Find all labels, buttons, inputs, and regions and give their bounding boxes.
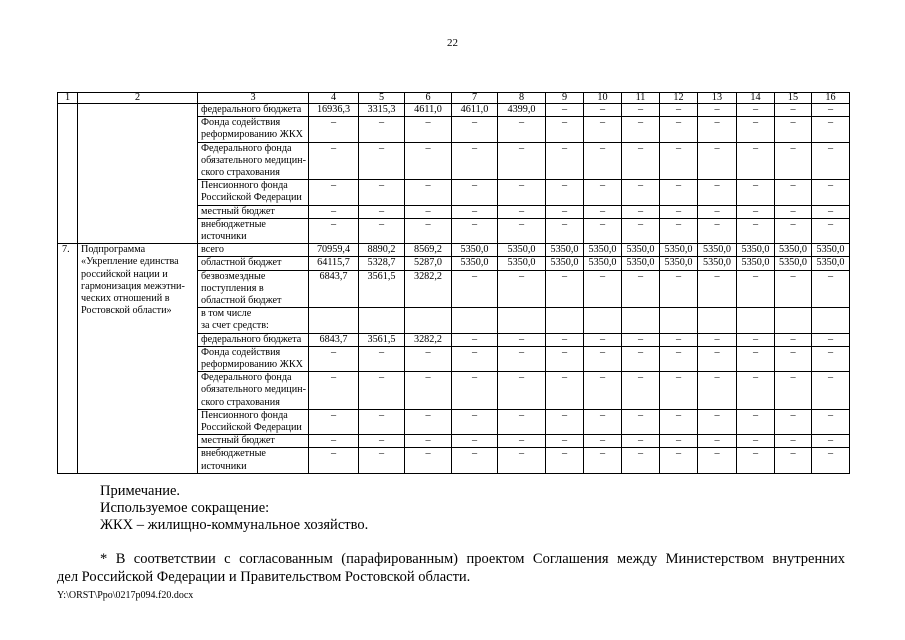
value-cell: – [498, 346, 546, 371]
value-cell: – [498, 180, 546, 205]
value-cell [622, 308, 660, 333]
abbreviation-item: ЖКХ – жилищно-коммунальное хозяйство. [100, 517, 369, 533]
value-cell: – [584, 104, 622, 117]
value-cell: – [698, 435, 737, 448]
value-cell: – [660, 180, 698, 205]
value-cell: – [309, 372, 359, 410]
column-number-header: 8 [498, 93, 546, 104]
value-cell: – [452, 142, 498, 180]
value-cell: – [775, 218, 812, 243]
value-cell: – [622, 270, 660, 308]
funding-source-line: Федерального фонда [201, 372, 292, 384]
value-cell: – [622, 205, 660, 218]
value-cell [405, 308, 452, 333]
funding-source-cell [198, 244, 309, 257]
value-cell: – [737, 270, 775, 308]
funding-source-cell [198, 104, 309, 117]
value-cell: 5350,0 [775, 244, 812, 257]
funding-source-line: обязательного медицин- [201, 384, 307, 396]
program-name-line: гармонизация межэтни- [81, 280, 185, 292]
value-cell: – [737, 435, 775, 448]
value-cell: – [775, 409, 812, 434]
value-cell: – [698, 409, 737, 434]
funding-source-cell [198, 409, 309, 434]
value-cell: – [584, 346, 622, 371]
value-cell: 5350,0 [546, 244, 584, 257]
funding-source-line: федерального бюджета [201, 104, 302, 115]
value-cell: – [498, 435, 546, 448]
value-cell: 5350,0 [698, 257, 737, 270]
funding-source-cell [198, 448, 309, 473]
table-row [58, 244, 850, 257]
column-number-header: 2 [78, 93, 198, 104]
funding-source-cell [198, 180, 309, 205]
value-cell: – [812, 117, 850, 142]
value-cell: – [359, 448, 405, 473]
column-number-header: 15 [775, 93, 812, 104]
value-cell: 16936,3 [309, 104, 359, 117]
value-cell: – [737, 117, 775, 142]
value-cell: 3561,5 [359, 270, 405, 308]
value-cell: – [405, 205, 452, 218]
funding-source-line: поступления в [201, 282, 264, 294]
column-number-header: 3 [198, 93, 309, 104]
value-cell: – [359, 205, 405, 218]
funding-source-cell [198, 270, 309, 308]
column-number-header: 1 [58, 93, 78, 104]
funding-source-cell [198, 205, 309, 218]
funding-source-cell [198, 435, 309, 448]
value-cell: – [660, 218, 698, 243]
column-number-header: 14 [737, 93, 775, 104]
value-cell: 5287,0 [405, 257, 452, 270]
value-cell: 5350,0 [584, 257, 622, 270]
funding-source-cell [198, 333, 309, 346]
value-cell: – [812, 180, 850, 205]
value-cell: – [452, 270, 498, 308]
value-cell: – [359, 372, 405, 410]
value-cell: – [660, 333, 698, 346]
value-cell: 8890,2 [359, 244, 405, 257]
value-cell: – [775, 180, 812, 205]
value-cell: – [812, 346, 850, 371]
value-cell: – [359, 218, 405, 243]
value-cell: – [452, 409, 498, 434]
value-cell: – [812, 333, 850, 346]
column-number-header: 7 [452, 93, 498, 104]
value-cell: – [546, 448, 584, 473]
value-cell: – [622, 104, 660, 117]
funding-source-line: реформированию ЖКХ [201, 129, 303, 141]
column-number-header: 12 [660, 93, 698, 104]
value-cell [698, 308, 737, 333]
value-cell: – [405, 218, 452, 243]
value-cell: 5350,0 [498, 244, 546, 257]
value-cell: – [660, 346, 698, 371]
value-cell [775, 308, 812, 333]
value-cell: – [584, 205, 622, 218]
value-cell: – [405, 448, 452, 473]
value-cell: – [660, 117, 698, 142]
value-cell: – [546, 142, 584, 180]
value-cell: – [498, 333, 546, 346]
value-cell: – [775, 142, 812, 180]
value-cell: – [498, 372, 546, 410]
funding-source-line: Федерального фонда [201, 142, 292, 154]
value-cell [498, 308, 546, 333]
value-cell: – [498, 117, 546, 142]
value-cell: – [660, 372, 698, 410]
program-name-line: российской нации и [81, 268, 168, 280]
value-cell: 3282,2 [405, 333, 452, 346]
value-cell: – [812, 104, 850, 117]
budget-table [57, 92, 850, 474]
value-cell: – [584, 409, 622, 434]
value-cell: 5350,0 [737, 244, 775, 257]
value-cell: – [622, 448, 660, 473]
funding-source-line: за счет средств: [201, 320, 269, 332]
value-cell: – [498, 142, 546, 180]
value-cell: 5350,0 [737, 257, 775, 270]
value-cell: – [622, 333, 660, 346]
value-cell: – [698, 142, 737, 180]
value-cell: – [812, 372, 850, 410]
funding-source-line: ского страхования [201, 167, 280, 179]
value-cell: 5350,0 [775, 257, 812, 270]
value-cell: – [546, 270, 584, 308]
program-number-cell [58, 104, 78, 244]
funding-source-line: ского страхования [201, 396, 280, 408]
column-number-header: 11 [622, 93, 660, 104]
value-cell: – [309, 448, 359, 473]
value-cell [452, 308, 498, 333]
value-cell: – [359, 346, 405, 371]
value-cell: – [698, 104, 737, 117]
funding-source-line: обязательного медицин- [201, 154, 307, 166]
value-cell: – [660, 435, 698, 448]
notes [100, 483, 368, 534]
table-row [58, 104, 850, 117]
value-cell: – [737, 205, 775, 218]
value-cell: – [812, 448, 850, 473]
value-cell: – [698, 333, 737, 346]
value-cell: – [452, 346, 498, 371]
value-cell: – [546, 346, 584, 371]
page-number: 22 [447, 37, 458, 49]
value-cell: – [584, 372, 622, 410]
value-cell: 4611,0 [452, 104, 498, 117]
value-cell: 5350,0 [660, 244, 698, 257]
funding-source-line: источники [201, 231, 247, 243]
value-cell: – [546, 409, 584, 434]
value-cell: – [452, 205, 498, 218]
value-cell: – [622, 372, 660, 410]
value-cell: – [452, 180, 498, 205]
value-cell: – [812, 205, 850, 218]
value-cell: 5350,0 [498, 257, 546, 270]
table-header-row [58, 93, 850, 104]
program-name-cell [78, 244, 198, 474]
value-cell: – [359, 435, 405, 448]
value-cell: – [546, 333, 584, 346]
funding-source-line: Фонда содействия [201, 346, 281, 358]
value-cell: 70959,4 [309, 244, 359, 257]
program-name-line: Подпрограмма [81, 244, 146, 256]
value-cell: – [812, 270, 850, 308]
funding-source-cell [198, 142, 309, 180]
value-cell: – [737, 372, 775, 410]
funding-source-line: федерального бюджета [201, 333, 302, 345]
value-cell: – [812, 218, 850, 243]
funding-source-line: реформированию ЖКХ [201, 359, 303, 371]
funding-source-line: Российской Федерации [201, 422, 302, 434]
value-cell: 3282,2 [405, 270, 452, 308]
funding-source-cell [198, 308, 309, 333]
value-cell: – [698, 448, 737, 473]
funding-source-line: всего [201, 244, 224, 256]
value-cell: – [546, 435, 584, 448]
value-cell: – [737, 104, 775, 117]
value-cell: – [584, 142, 622, 180]
funding-source-line: Российской Федерации [201, 192, 302, 204]
value-cell: – [698, 180, 737, 205]
funding-source-line: местный бюджет [201, 435, 275, 447]
value-cell: – [812, 409, 850, 434]
value-cell: 4611,0 [405, 104, 452, 117]
funding-source-cell [198, 117, 309, 142]
value-cell: – [309, 205, 359, 218]
value-cell: – [622, 218, 660, 243]
footnote-line: * В соответствии с согласованным (парафированным) проектом Соглашения между Министерством внутренних [100, 551, 845, 567]
value-cell: 5350,0 [546, 257, 584, 270]
value-cell: – [498, 218, 546, 243]
value-cell: – [775, 205, 812, 218]
value-cell: – [584, 448, 622, 473]
funding-source-line: Фонда содействия [201, 117, 281, 129]
funding-source-line: областной бюджет [201, 295, 282, 307]
funding-source-cell [198, 346, 309, 371]
value-cell: – [660, 270, 698, 308]
value-cell: – [660, 205, 698, 218]
value-cell: – [309, 117, 359, 142]
value-cell [660, 308, 698, 333]
value-cell: – [584, 333, 622, 346]
funding-source-line: местный бюджет [201, 205, 275, 217]
value-cell: – [775, 333, 812, 346]
value-cell: 5350,0 [812, 257, 850, 270]
value-cell: – [584, 117, 622, 142]
column-number-header: 6 [405, 93, 452, 104]
funding-source-line: безвозмездные [201, 270, 266, 282]
notes-title: Примечание. [100, 483, 181, 499]
value-cell: – [452, 435, 498, 448]
funding-source-cell [198, 218, 309, 243]
funding-source-line: внебюджетные [201, 218, 266, 230]
funding-source-line: Пенсионного фонда [201, 180, 288, 192]
value-cell: – [498, 270, 546, 308]
value-cell: – [359, 409, 405, 434]
value-cell: – [737, 142, 775, 180]
program-number-cell: 7. [58, 244, 78, 474]
value-cell: – [660, 104, 698, 117]
funding-source-line: источники [201, 460, 247, 472]
value-cell: – [309, 180, 359, 205]
value-cell: – [405, 142, 452, 180]
value-cell: – [405, 346, 452, 371]
value-cell: – [498, 409, 546, 434]
value-cell: 5350,0 [698, 244, 737, 257]
value-cell: – [309, 218, 359, 243]
abbreviations-heading: Используемое сокращение: [100, 500, 270, 516]
value-cell: – [452, 117, 498, 142]
value-cell: – [737, 346, 775, 371]
program-name-line: ческих отношений в [81, 293, 170, 305]
file-path: Y:\ORST\Ppo\0217p094.f20.docx [57, 590, 194, 601]
value-cell: – [498, 205, 546, 218]
funding-source-line: областной бюджет [201, 257, 282, 269]
value-cell: – [498, 448, 546, 473]
value-cell: – [698, 117, 737, 142]
value-cell: – [309, 346, 359, 371]
value-cell: – [775, 104, 812, 117]
value-cell: 5328,7 [359, 257, 405, 270]
footnote-line: дел Российской Федерации и Правительством Ростовской области. [57, 569, 471, 585]
value-cell [546, 308, 584, 333]
value-cell: – [309, 409, 359, 434]
value-cell: – [405, 117, 452, 142]
value-cell: 64115,7 [309, 257, 359, 270]
value-cell: – [775, 270, 812, 308]
funding-source-cell [198, 372, 309, 410]
value-cell: – [698, 218, 737, 243]
value-cell: – [622, 435, 660, 448]
value-cell: – [775, 117, 812, 142]
value-cell: 6843,7 [309, 270, 359, 308]
value-cell: – [584, 270, 622, 308]
value-cell: 5350,0 [452, 244, 498, 257]
value-cell: 3315,3 [359, 104, 405, 117]
value-cell: – [775, 346, 812, 371]
program-name-line: «Укрепление единства [81, 256, 179, 268]
value-cell: – [405, 372, 452, 410]
value-cell: – [405, 435, 452, 448]
column-number-header: 9 [546, 93, 584, 104]
value-cell: – [309, 435, 359, 448]
funding-source-cell [198, 257, 309, 270]
value-cell: – [698, 346, 737, 371]
column-number-header: 10 [584, 93, 622, 104]
value-cell [309, 308, 359, 333]
value-cell: – [405, 180, 452, 205]
value-cell: 4399,0 [498, 104, 546, 117]
value-cell: 5350,0 [584, 244, 622, 257]
funding-source-line: в том числе [201, 308, 252, 320]
value-cell: 6843,7 [309, 333, 359, 346]
value-cell: – [622, 117, 660, 142]
value-cell: – [698, 372, 737, 410]
table-head [58, 93, 850, 104]
value-cell: – [660, 142, 698, 180]
value-cell: – [622, 346, 660, 371]
value-cell: – [622, 180, 660, 205]
value-cell: 5350,0 [452, 257, 498, 270]
value-cell: – [660, 409, 698, 434]
value-cell: – [452, 218, 498, 243]
value-cell: – [698, 205, 737, 218]
value-cell: – [452, 448, 498, 473]
value-cell [812, 308, 850, 333]
value-cell: – [546, 180, 584, 205]
value-cell: – [698, 270, 737, 308]
value-cell: – [737, 180, 775, 205]
value-cell: 5350,0 [622, 257, 660, 270]
table-body [58, 104, 850, 474]
value-cell: – [737, 218, 775, 243]
funding-source-line: Пенсионного фонда [201, 409, 288, 421]
value-cell: 5350,0 [660, 257, 698, 270]
program-name-cell [78, 104, 198, 244]
value-cell: – [584, 218, 622, 243]
value-cell [359, 308, 405, 333]
value-cell: – [359, 142, 405, 180]
value-cell: 3561,5 [359, 333, 405, 346]
value-cell: 5350,0 [622, 244, 660, 257]
column-number-header: 4 [309, 93, 359, 104]
value-cell: – [584, 180, 622, 205]
funding-source-line: внебюджетные [201, 448, 266, 460]
value-cell: – [812, 435, 850, 448]
value-cell [737, 308, 775, 333]
value-cell: – [546, 104, 584, 117]
column-number-header: 13 [698, 93, 737, 104]
value-cell: – [737, 448, 775, 473]
value-cell: – [359, 180, 405, 205]
value-cell: – [660, 448, 698, 473]
value-cell: 8569,2 [405, 244, 452, 257]
value-cell [584, 308, 622, 333]
value-cell: – [584, 435, 622, 448]
value-cell: – [775, 372, 812, 410]
value-cell: – [737, 409, 775, 434]
value-cell: – [546, 205, 584, 218]
value-cell: – [309, 142, 359, 180]
value-cell: – [405, 409, 452, 434]
value-cell: – [359, 117, 405, 142]
column-number-header: 5 [359, 93, 405, 104]
value-cell: – [622, 409, 660, 434]
column-number-header: 16 [812, 93, 850, 104]
value-cell: – [737, 333, 775, 346]
value-cell: – [452, 372, 498, 410]
value-cell: – [546, 372, 584, 410]
value-cell: – [775, 435, 812, 448]
value-cell: – [452, 333, 498, 346]
value-cell: 5350,0 [812, 244, 850, 257]
value-cell: – [622, 142, 660, 180]
program-name-line: Ростовской области» [81, 305, 172, 317]
value-cell: – [546, 218, 584, 243]
value-cell: – [812, 142, 850, 180]
value-cell: – [546, 117, 584, 142]
value-cell: – [775, 448, 812, 473]
